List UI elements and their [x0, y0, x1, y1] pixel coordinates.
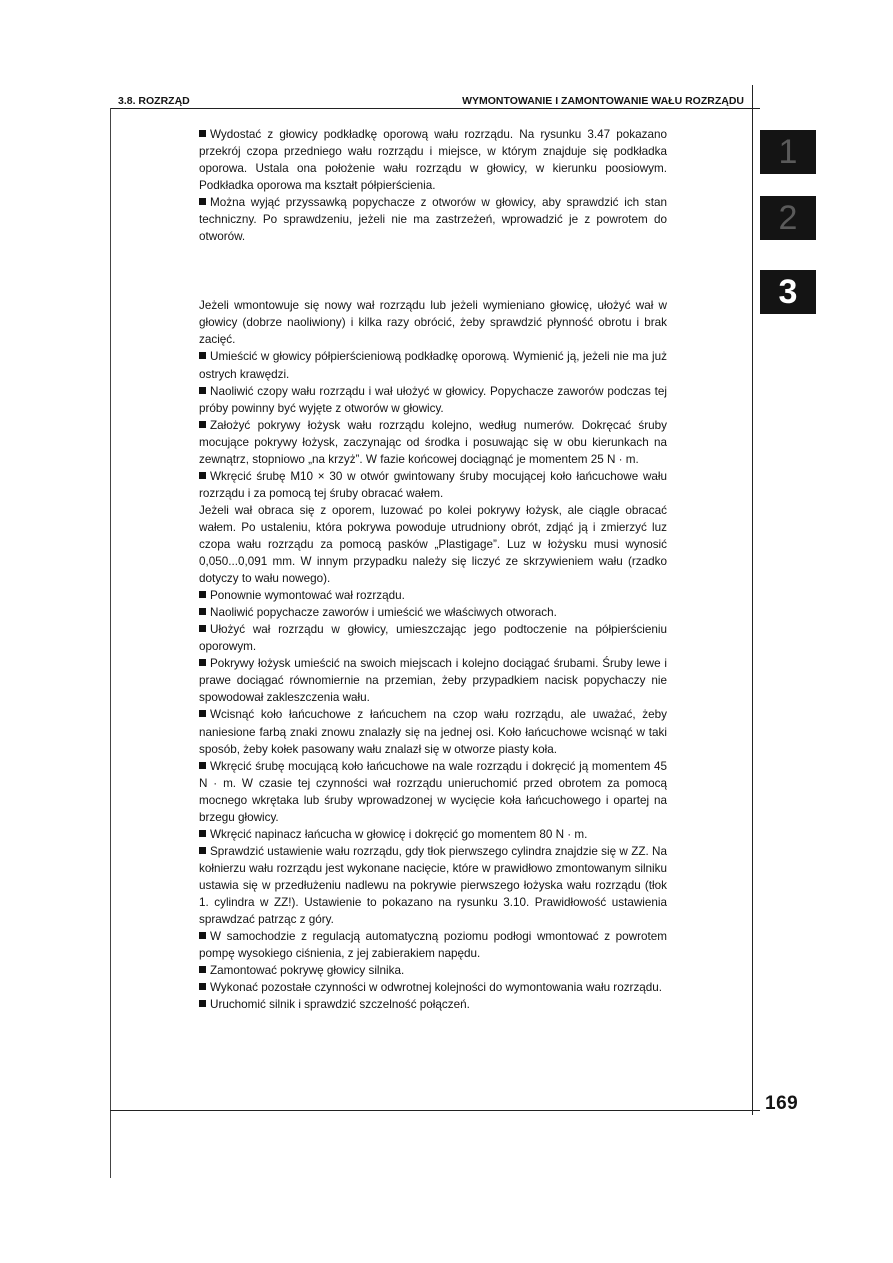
bullet-paragraph: Można wyjąć przyssawką popychacze z otworów w głowicy, aby sprawdzić ich stan techniczny. Po sprawdzeniu, jeżeli nie ma zastrzeżeń, wprowadzić je z powrotem do otworów. — [199, 196, 667, 244]
square-bullet-icon — [199, 387, 206, 394]
square-bullet-icon — [199, 830, 206, 837]
chapter-tab-1: 1 — [760, 130, 816, 174]
bullet-paragraph: Pokrywy łożysk umieścić na swoich miejscach i kolejno dociągać śrubami. Śruby lewe i prawe dociągać równomiernie na przemian, żeby przypadkiem nacisk popychaczy nie spowodował zakleszczenia wału. — [199, 657, 667, 705]
square-bullet-icon — [199, 608, 206, 615]
body-text — [199, 126, 667, 1013]
square-bullet-icon — [199, 932, 206, 939]
square-bullet-icon — [199, 710, 206, 717]
bullet-paragraph: Naoliwić czopy wału rozrządu i wał ułożyć w głowicy. Popychacze zaworów podczas tej próby powinny być wyjęte z otworów w głowicy. — [199, 384, 667, 415]
bullet-paragraph: Ponownie wymontować wał rozrządu. — [199, 587, 667, 604]
bullet-paragraph: Wykonać pozostałe czynności w odwrotnej kolejności do wymontowania wału rozrządu. — [199, 979, 667, 996]
right-margin-rule — [752, 85, 753, 1115]
square-bullet-icon — [199, 966, 206, 973]
bullet-paragraph: Zamontować pokrywę głowicy silnika. — [199, 962, 667, 979]
bullet-paragraph: Wydostać z głowicy podkładkę oporową wału rozrządu. Na rysunku 3.47 pokazano przekrój czopa przedniego wału rozrządu i miejsce, w którym znajduje się podkładka oporowa. Ustala ona położenie wału rozrządu w głowicy, w kierunku poosiowym. Podkładka oporowa ma kształt półpierścienia. — [199, 128, 667, 193]
square-bullet-icon — [199, 625, 206, 632]
square-bullet-icon — [199, 847, 206, 854]
square-bullet-icon — [199, 983, 206, 990]
blank-space — [199, 245, 667, 297]
bullet-paragraph: Wkręcić śrubę mocującą koło łańcuchowe na wale rozrządu i dokręcić ją momentem 45 N · m. W czasie tej czynności wał rozrządu unieruchomić przed obrotem za pomocą mocnego wkrętaka lub śruby wprowadzonej w wycięcie koła łańcuchowego i opartej na brzegu głowicy. — [199, 759, 667, 824]
bullet-paragraph: Wkręcić napinacz łańcucha w głowicę i dokręcić go momentem 80 N · m. — [199, 826, 667, 843]
square-bullet-icon — [199, 472, 206, 479]
square-bullet-icon — [199, 198, 206, 205]
header-title: WYMONTOWANIE I ZAMONTOWANIE WAŁU ROZRZĄDU — [462, 95, 744, 107]
bullet-paragraph: Umieścić w głowicy półpierścieniową podkładkę oporową. Wymienić ją, jeżeli nie ma już ostrych krawędzi. — [199, 350, 667, 381]
square-bullet-icon — [199, 762, 206, 769]
square-bullet-icon — [199, 591, 206, 598]
left-margin-rule — [110, 108, 111, 1178]
square-bullet-icon — [199, 421, 206, 428]
bullet-paragraph: Naoliwić popychacze zaworów i umieścić we właściwych otworach. — [199, 604, 667, 621]
bullet-paragraph: Wcisnąć koło łańcuchowe z łańcuchem na czop wału rozrządu, ale uważać, żeby naniesione farbą znaki znowu znalazły się na jednej osi. Koło łańcuchowe wcisnąć w taki sposób, żeby kołek pasowany wału znalazł się w otworze piasty koła. — [199, 708, 667, 756]
bullet-paragraph: Założyć pokrywy łożysk wału rozrządu kolejno, według numerów. Dokręcać śruby mocujące pokrywy łożysk, zaczynając od środka i posuwając się w obu kierunkach na zewnątrz, stopniowo „na krzyż”. W fazie końcowej dociągnąć je momentem 25 N · m. — [199, 418, 667, 466]
square-bullet-icon — [199, 352, 206, 359]
bullet-paragraph: Uruchomić silnik i sprawdzić szczelność połączeń. — [199, 996, 667, 1013]
bullet-paragraph: Ułożyć wał rozrządu w głowicy, umieszczając jego podtoczenie na półpierścieniu oporowym. — [199, 623, 667, 654]
bullet-paragraph: W samochodzie z regulacją automatyczną poziomu podłogi wmontować z powrotem pompę wysokiego ciśnienia, z jej zabierakiem napędu. — [199, 930, 667, 961]
bullet-paragraph: Sprawdzić ustawienie wału rozrządu, gdy tłok pierwszego cylindra znajdzie się w ZZ. Na kołnierzu wału rozrządu jest wykonane nacięcie, które w prawidłowo zmontowanym silniku ustawia się w przedłużeniu nadlewu na pokrywie pierwszego łożyska wału rozrządu (tłok 1. cylindra w ZZ!). Ustawienie to pokazano na rysunku 3.10. Prawidłowość ustawienia sprawdzać patrząc z góry. — [199, 844, 667, 927]
square-bullet-icon — [199, 1000, 206, 1007]
square-bullet-icon — [199, 130, 206, 137]
intro-paragraph: Jeżeli wmontowuje się nowy wał rozrządu lub jeżeli wymieniano głowicę, ułożyć wał w głowicy (dobrze naoliwiony) i kilka razy obrócić, żeby sprawdzić płynność obrotu i brak zacięć. — [199, 299, 667, 347]
chapter-tab-3-active: 3 — [760, 270, 816, 314]
page-number: 169 — [765, 1093, 799, 1114]
section-label: 3.8. ROZRZĄD — [118, 95, 190, 107]
chapter-tab-2: 2 — [760, 196, 816, 240]
middle-paragraph: Jeżeli wał obraca się z oporem, luzować po kolei pokrywy łożysk, ale ciągle obracać wałem. Po ustaleniu, która pokrywa powoduje utrudniony obrót, zdjąć ją i zmierzyć luz czopa wału rozrządu za pomocą pasków „Plastigage”. Luz w łożysku musi wynosić 0,050...0,091 mm. W innym przypadku należy się liczyć ze skrzywieniem wału (rzadko dotyczy to wału nowego). — [199, 503, 667, 586]
square-bullet-icon — [199, 659, 206, 666]
footer-rule — [110, 1110, 760, 1111]
bullet-paragraph: Wkręcić śrubę M10 × 30 w otwór gwintowany śruby mocującej koło łańcuchowe wału rozrządu i za pomocą tej śruby obracać wałem. — [199, 469, 667, 500]
header-rule — [110, 108, 760, 109]
